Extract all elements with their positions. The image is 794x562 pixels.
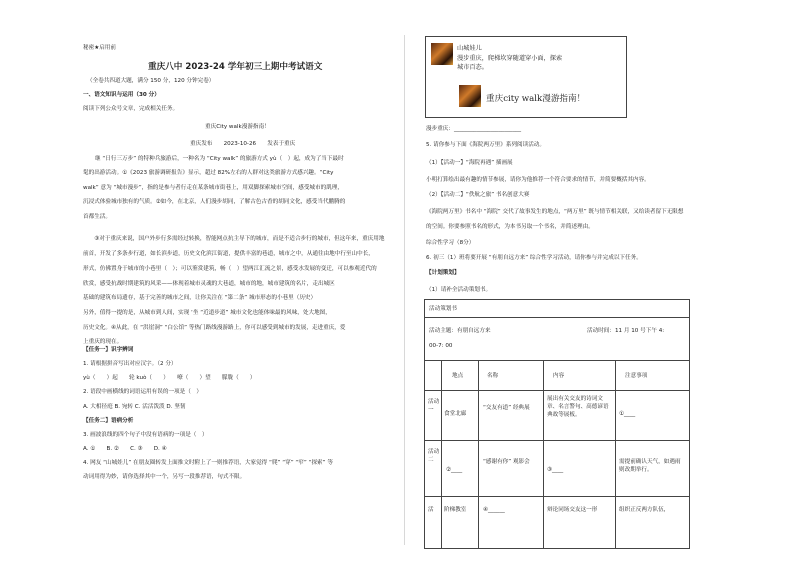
question-3: 3. 画波浪线的四个句子中没有语病的一项是（ ）: [83, 432, 208, 438]
question-2: 2. 语段中画横线的词语运用有误的一项是（ ）: [83, 389, 202, 395]
moment-text: [457, 54, 562, 72]
article-paragraph-line: 继 “日行三万步” 的特种兵旅游后，一种名为 “City walk” 的旅游方式 yù（ ）起，成为了当下最时: [95, 156, 344, 162]
moment-author: 山城娃儿: [457, 45, 482, 52]
table-row-place: 食堂北廊: [444, 411, 467, 417]
table-row-place: 阶梯教室: [444, 507, 467, 513]
question-4: 4. 网友 “山城娃儿” 在朋友圈转发上面推文时附上了一则推荐语，大家觉得 “爬” “穿” “窄” “探索” 等: [83, 460, 333, 466]
task-1-heading: 【任务一】识字辨词: [83, 347, 134, 353]
table-row-label: 活动一: [428, 399, 440, 413]
secret-label: 秘密★启用前: [83, 45, 116, 51]
article-paragraph-line: 历史文化。④从此，在 “洪崖洞” “白公馆” 等热门路线漫游路上，你可以感受到城市的发展，走进重庆，爱: [83, 325, 346, 331]
table-header-name: 名称: [487, 373, 499, 379]
table-row-content: ③____: [547, 467, 564, 473]
question-6-1: （1）请补全活动策划书。: [426, 287, 492, 293]
article-paragraph-line: 前首，开发了多条步行道，如长滨步道，历史文化滨江街道，提供丰富的巷道，城市之中，从通往由地中行至山中长，: [83, 251, 374, 257]
question-5: 5. 请你参与下面《海院两万里》系列阅读活动。: [426, 142, 545, 148]
moment-link-title: 重庆city walk漫游指南！: [486, 94, 586, 104]
wechat-moment-image: [425, 36, 627, 118]
article-paragraph-line: 基础的建筑布局遗存，基于完善的城市之间，让你关注在 “第二条” 城市形态的小巷里（历史）: [83, 295, 317, 301]
table-header-note: 注意事项: [625, 373, 648, 379]
article-paragraph-line: ③对于重庆来说，国户外步行多需经过转换，智能网点抗主导下的城市，而是不适合步行的城市，但这年来，重庆用地: [83, 236, 385, 242]
section-1-heading: 一、语文知识与运用（30 分）: [83, 92, 160, 98]
task-2-heading: 【任务二】语病分析: [83, 418, 134, 424]
exam-title: 重庆八中 2023-24 学年初三上期中考试语文: [148, 62, 323, 72]
table-row-place: ②____: [446, 467, 463, 473]
table-row-note: 组织正反两方队伍，: [619, 507, 670, 513]
table-header-content: 内容: [553, 373, 565, 379]
table-time: 活动时间：11 月 10 号下午 4:: [587, 328, 665, 334]
article-paragraph-line: 髦的出游活动。①《2023 旅游调研报告》显示，超过 82%左右的人群对这类旅游方式感兴趣。“City: [83, 170, 334, 176]
table-row-content: 展出有关交友的诗词文章、名言警句、高德谚语典故等展板。: [547, 396, 609, 418]
table-row-label: 活动二: [428, 449, 440, 463]
article-paragraph-line: walk” 意为 “城市漫步”，指的是参与者行走在某条城市街巷上，用双脚探索城市空间，感受城市的肌理，: [83, 185, 343, 191]
comprehensive-study-heading: 综合性学习（8分）: [426, 240, 475, 246]
article-paragraph-line: 首都生活。: [83, 214, 111, 220]
plan-task-heading: 【计划策划】: [426, 270, 460, 276]
question-2-options: A. 大相径庭 B. 宛转 C. 活活泼泼 D. 坚韧: [83, 404, 186, 410]
table-row-name: ④______: [483, 507, 505, 513]
table-caption: 活动策划书: [429, 306, 457, 312]
activity-1-heading: （1）【活动一】“海院再遇” 插画展: [426, 160, 513, 166]
table-theme: 活动主题：有朋自远方来: [429, 328, 491, 334]
article-title: 重庆City walk漫游指南！: [205, 124, 270, 130]
article-paragraph-line: 上重庆的现在。: [83, 339, 123, 345]
table-row-name: “感谢有你” 观影会: [483, 459, 530, 465]
table-header-place: 地点: [452, 373, 464, 379]
exam-info: （全卷共四道大题，满分 150 分，120 分钟完卷）: [87, 78, 215, 84]
question-3-options: A. ① B. ② C. ③ D. ④: [83, 446, 167, 452]
activity-1-text: 小明打算绘出最有趣的情节参展，请你为他推荐一个符合要求的情节，并简要概括其内容。: [426, 177, 650, 183]
table-row-note: 需提前确认天气，如遇雨则改期举行。: [619, 459, 681, 473]
column-divider: [404, 35, 405, 545]
reading-instruction: 阅读下列公众号文章，完成相关任务。: [83, 106, 179, 112]
activity-2-text: 的空间。你要参照书名的形式，为本书另取一个书名，并简述理由。: [426, 224, 594, 230]
article-paragraph-line: 另外，值得一提的是，从城市到人间，实现 ‘坐 “近道步道” 城市文化也能体味最的风味，处大地图，: [83, 310, 331, 316]
article-paragraph-line: 形式，仿佛置身于城市的小巷里（ ）；可以鉴赏建筑，畅（ ）望两江汇流之景，感受水发展的变迁，可以参观近代的: [83, 266, 377, 272]
night-city-photo: [459, 85, 481, 107]
activity-plan-table: [424, 299, 690, 549]
table-time-continued: 00-7: 00: [429, 343, 453, 349]
question-6: 6. 初三（1）班将要开展 “有朋自远方来” 综合性学习活动，请你参与并完成以下任务。: [426, 255, 642, 261]
question-4-continued: 动词用得为妙，请你选择其中一个，另写一段推荐语，句式不限。: [83, 474, 246, 480]
article-paragraph-line: 沉浸式体验城市独有的气质。②如今，在北京，人们漫步胡同，了解古色古香的胡同文化，感受当代鹏腾的: [83, 199, 346, 205]
table-row-name: “交友有道” 经典展: [483, 405, 530, 411]
recommendation-blank: 漫步重庆：________________________: [426, 126, 522, 132]
night-city-photo: [431, 43, 453, 65]
table-row-content: 辩论同场交友这一形: [547, 507, 598, 513]
table-row-note: ①____: [619, 411, 636, 417]
activity-2-text: 《海院两万里》书名中 “海院” 交代了故事发生的地点，“两万里” 既与情节相关联，又给读者留下无限想: [426, 209, 684, 215]
moment-text-line-2: 城市百态。: [457, 64, 488, 71]
table-row-label: 活: [428, 507, 434, 513]
question-1-items: yù（ ）起 轮 kuò（ ） 嘹（ ）望 朦胧（ ）: [83, 375, 256, 381]
article-paragraph-line: 欣赏，感受抗战时期建筑的风采——体现着城市灵魂的大巷道，城市的地，城市建筑的名片，走出城区: [83, 281, 335, 287]
activity-2-heading: （2）【活动二】“佚航之旅” 书名创意大赛: [426, 192, 530, 198]
question-1: 1. 请根据拼音写出对应汉字。（2 分）: [83, 361, 177, 367]
moment-text-line-1: 漫步重庆，爬梯坎穿随道穿小面，探索: [457, 55, 563, 62]
article-meta: 重庆发布 2023-10-26 发表于重庆: [190, 141, 296, 147]
